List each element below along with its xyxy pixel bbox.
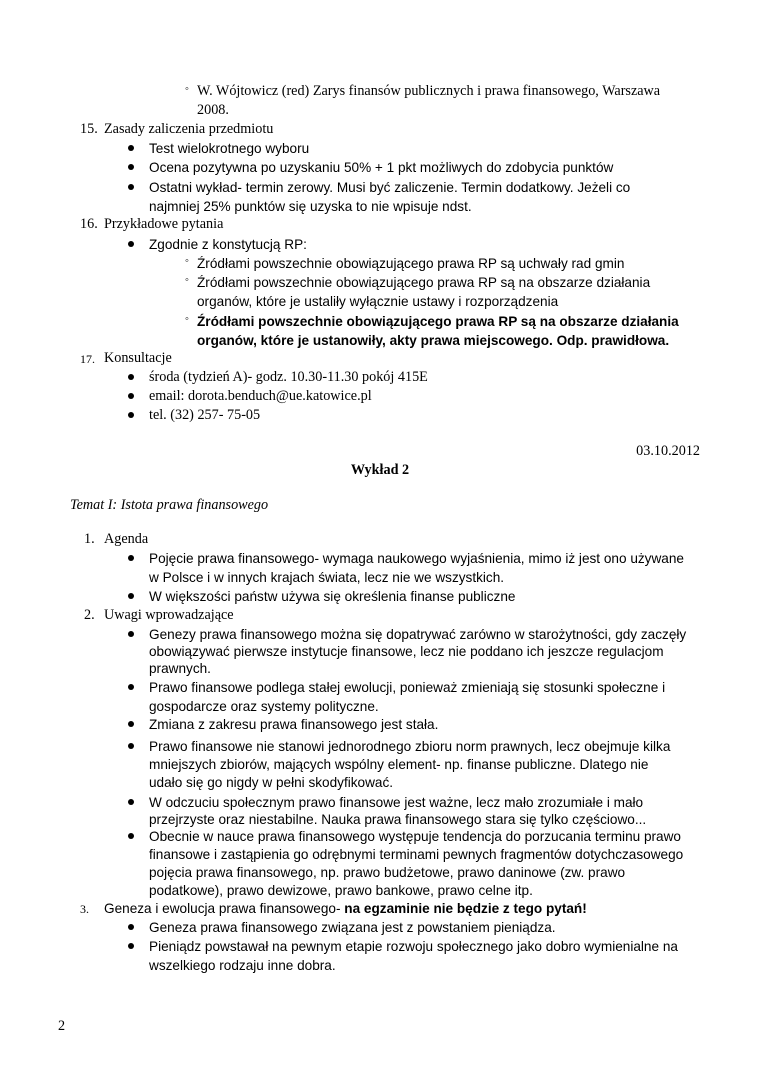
- s16-sub-3-line-1: Źródłami powszechnie obowiązującego prawa RP są na obszarze działania: [197, 314, 679, 329]
- book-line-1: W. Wójtowicz (red) Zarys finansów publicznych i prawa finansowego, Warszawa: [197, 83, 661, 99]
- uwagi-bullet-1-line-3: prawnych.: [149, 661, 211, 676]
- topic-heading: Temat I: Istota prawa finansowego: [70, 497, 269, 513]
- s17-bullet-2: email: dorota.benduch@ue.katowice.pl: [149, 388, 372, 404]
- circle-bullet: ◦: [185, 274, 189, 286]
- s15-bullet-2: Ocena pozytywna po uzyskaniu 50% + 1 pkt możliwych do zdobycia punktów: [149, 160, 614, 175]
- bullet: [128, 743, 134, 749]
- lecture-title: Wykład 2: [350, 462, 410, 478]
- geneza-bullet-1: Geneza prawa finansowego związana jest z powstaniem pieniądza.: [149, 920, 556, 935]
- bullet: [128, 631, 134, 637]
- uwagi-bullet-2-line-1: Prawo finansowe podlega stałej ewolucji, ponieważ zmieniają się stosunki społeczne i: [149, 680, 666, 695]
- agenda-bullet-1-line-2: w Polsce i w innych krajach świata, lecz nie we wszystkich.: [149, 570, 505, 585]
- uwagi-bullet-3: Zmiana z zakresu prawa finansowego jest stała.: [149, 717, 439, 732]
- bullet: [128, 393, 134, 399]
- bullet: [128, 555, 134, 561]
- s15-bullet-3-line-2: najmniej 25% punktów się uzyska to nie wpisuje ndst.: [149, 199, 472, 214]
- uwagi-bullet-5-line-2: przejrzyste oraz niestabilne. Nauka prawa finansowego stara się tylko częściowo...: [149, 812, 647, 827]
- bullet: [128, 184, 134, 190]
- circle-bullet: ◦: [185, 255, 189, 267]
- section-2-title: Uwagi wprowadzające: [104, 607, 234, 623]
- geneza-bullet-2-line-2: wszelkiego rodzaju inne dobra.: [149, 958, 336, 973]
- bullet: [128, 145, 134, 151]
- uwagi-bullet-4-line-2: mniejszych zbiorów, mających wspólny element- np. finanse publiczne. Dlatego nie: [149, 757, 649, 772]
- section-17-number: 17.: [80, 352, 95, 366]
- s16-sub-2-line-1: Źródłami powszechnie obowiązującego prawa RP są na obszarze działania: [197, 275, 651, 290]
- s16-sub-3-line-2: organów, które je ustanowiły, akty prawa miejscowego. Odp. prawidłowa.: [197, 333, 670, 348]
- bullet: [128, 374, 134, 380]
- bullet: [128, 684, 134, 690]
- section-15-title: Zasady zaliczenia przedmiotu: [104, 121, 274, 137]
- uwagi-bullet-4-line-1: Prawo finansowe nie stanowi jednorodnego zbioru norm prawnych, lecz obejmuje kilka: [149, 739, 671, 754]
- section-16-number: 16.: [80, 216, 98, 232]
- uwagi-bullet-6-line-4: podatkowe), prawo dewizowe, prawo bankowe, prawo celne itp.: [149, 883, 533, 898]
- s15-bullet-1: Test wielokrotnego wyboru: [149, 141, 310, 156]
- s16-bullet-1: Zgodnie z konstytucją RP:: [149, 237, 307, 252]
- book-line-2: 2008.: [197, 102, 229, 118]
- circle-bullet: ◦: [185, 83, 189, 95]
- section-1-title: Agenda: [104, 531, 149, 547]
- s15-bullet-3-line-1: Ostatni wykład- termin zerowy. Musi być zaliczenie. Termin dodatkowy. Jeżeli co: [149, 180, 631, 195]
- bullet: [128, 924, 134, 930]
- s17-bullet-3: tel. (32) 257- 75-05: [149, 407, 261, 423]
- section-15-number: 15.: [80, 121, 98, 137]
- section-17-title: Konsultacje: [104, 350, 172, 366]
- agenda-bullet-2: W większości państw używa się określenia finanse publiczne: [149, 589, 516, 604]
- section-16-title: Przykładowe pytania: [104, 216, 224, 232]
- uwagi-bullet-2-line-2: gospodarcze oraz systemy polityczne.: [149, 699, 379, 714]
- section-1-number: 1.: [84, 531, 95, 547]
- s17-bullet-1: środa (tydzień A)- godz. 10.30-11.30 pokój 415E: [149, 369, 428, 385]
- bullet: [128, 799, 134, 805]
- bullet: [128, 593, 134, 599]
- uwagi-bullet-5-line-1: W odczuciu społecznym prawo finansowe jest ważne, lecz mało zrozumiałe i mało: [149, 795, 644, 810]
- circle-bullet: ◦: [185, 313, 189, 325]
- section-3-title: [104, 899, 587, 918]
- section-3-title-warning: na egzaminie nie będzie z tego pytań!: [344, 901, 587, 916]
- s16-sub-1: Źródłami powszechnie obowiązującego prawa RP są uchwały rad gmin: [197, 256, 625, 271]
- uwagi-bullet-6-line-3: pojęcia prawa finansowego, np. prawo budżetowe, prawo daninowe (zw. prawo: [149, 865, 626, 880]
- lecture-date: 03.10.2012: [636, 443, 700, 459]
- bullet: [128, 833, 134, 839]
- uwagi-bullet-4-line-3: udało się go nigdy w pełni skodyfikować.: [149, 775, 394, 790]
- s16-sub-2-line-2: organów, które je ustaliły wyłącznie ustawy i rozporządzenia: [197, 294, 559, 309]
- uwagi-bullet-6-line-2: finansowe i zastąpienia go odrębnymi terminami pewnych fragmentów dotychczasowego: [149, 847, 684, 862]
- bullet: [128, 721, 134, 727]
- bullet: [128, 943, 134, 949]
- bullet: [128, 241, 134, 247]
- bullet: [128, 164, 134, 170]
- bullet: [128, 412, 134, 418]
- section-2-number: 2.: [84, 607, 95, 623]
- section-3-title-text: Geneza i ewolucja prawa finansowego-: [104, 901, 345, 916]
- uwagi-bullet-1-line-2: obowiązywać pierwsze instytucje finansowe, lecz nie poddano ich jeszcze regulacjom: [149, 644, 664, 659]
- geneza-bullet-2-line-1: Pieniądz powstawał na pewnym etapie rozwoju społecznego jako dobro wymienialne na: [149, 939, 678, 954]
- page-number: 2: [58, 1018, 66, 1034]
- uwagi-bullet-1-line-1: Genezy prawa finansowego można się dopatrywać zarówno w starożytności, gdy zaczęły: [149, 627, 687, 642]
- agenda-bullet-1-line-1: Pojęcie prawa finansowego- wymaga naukowego wyjaśnienia, mimo iż jest ono używane: [149, 551, 684, 566]
- uwagi-bullet-6-line-1: Obecnie w nauce prawa finansowego występuje tendencja do porzucania terminu prawo: [149, 829, 681, 844]
- section-3-number: 3.: [80, 902, 89, 916]
